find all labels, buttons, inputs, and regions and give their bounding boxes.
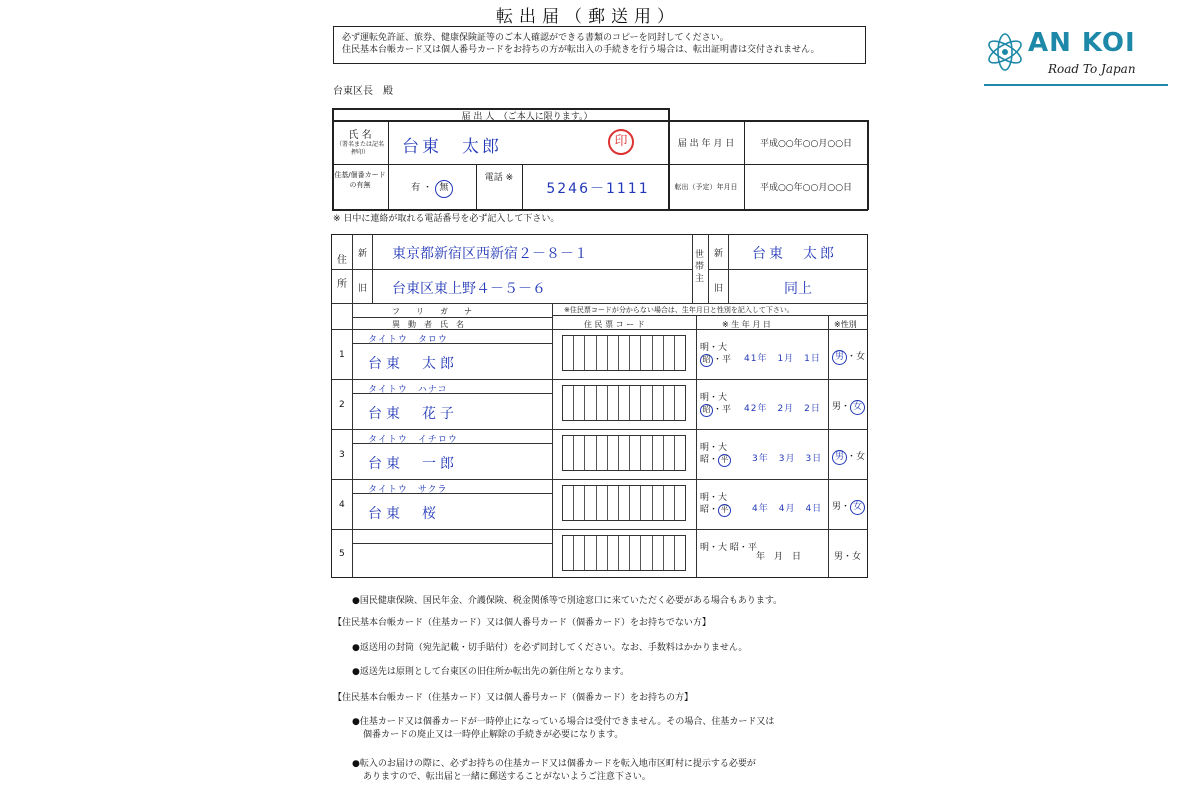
code-note: ※住民票コードが分からない場合は、生年月日と性別を記入して下さい。 — [564, 306, 794, 314]
head-old-label: 旧 — [714, 284, 724, 294]
era-options[interactable]: 明・大 昭・ 平 — [700, 443, 731, 467]
name-sublabel: （署名または記名押印） — [335, 141, 384, 156]
note-4b: 個番カードの廃止又は一時停止解除の手続きが必要になります。 — [363, 730, 624, 740]
filing-date-label: 届 出 年 月 日 — [677, 139, 735, 149]
heading-with-card: 【住民基本台帳カード（住基カード）又は個人番号カード（個番カード）をお持ちの方】 — [333, 693, 694, 703]
heading-no-card: 【住民基本台帳カード（住基カード）又は個人番号カード（個番カード）をお持ちでない方】 — [333, 618, 711, 628]
person-name[interactable]: 台東 桜 — [368, 506, 440, 522]
note-3: ●返送先は原則として台東区の旧住所か転出先の新住所となります。 — [352, 667, 630, 677]
logo-tagline: Road To Japan — [1048, 62, 1136, 76]
person-name[interactable]: 台東 太郎 — [368, 356, 458, 372]
resident-code-boxes[interactable] — [562, 335, 686, 371]
old-address-value[interactable]: 台東区東上野４－５－６ — [392, 281, 546, 297]
phone-label: 電話 ※ — [484, 173, 514, 183]
logo-name: AN KOI — [1028, 28, 1136, 58]
person-dob[interactable]: 年 月 日 — [756, 552, 802, 562]
furigana-header: フ リ ガ ナ — [392, 307, 472, 316]
card-yes: 有 — [411, 183, 421, 193]
code-header: 住 民 票 コ ー ド — [584, 320, 645, 329]
sex-selected: 女 — [850, 500, 865, 515]
row-number: 1 — [339, 350, 345, 360]
filing-date-value[interactable]: 平成○○年○○月○○日 — [759, 139, 853, 149]
head-old-value[interactable]: 同上 — [784, 281, 812, 297]
row-number: 2 — [339, 400, 345, 410]
new-address-value[interactable]: 東京都新宿区西新宿２－８－１ — [392, 246, 588, 262]
sex-options[interactable]: 男・女 — [834, 552, 862, 562]
person-name[interactable]: 台東 一郎 — [368, 456, 458, 472]
sex-selected: 女 — [850, 400, 865, 415]
move-date-label: 転出（予定）年月日 — [674, 183, 738, 191]
mover-table — [331, 234, 868, 578]
person-kana[interactable]: タイトウ ハナコ — [368, 385, 448, 395]
address-label: 住所 — [337, 255, 347, 290]
era-options[interactable]: 明・大 昭・平 — [700, 543, 757, 553]
dob-header: ※ 生 年 月 日 — [722, 320, 771, 329]
head-new-label: 新 — [714, 249, 724, 259]
note-4a: ●住基カード又は個番カードが一時停止になっている場合は受付できません。その場合、住基カード又は — [352, 717, 775, 727]
person-dob[interactable]: 42年 2月 2日 — [744, 404, 821, 414]
logo-underline — [984, 84, 1168, 86]
era-options[interactable]: 明・大 昭・ 平 — [700, 493, 731, 517]
card-label: 住基/個番カードの有無 — [334, 171, 386, 189]
note-1: ●国民健康保険、国民年金、介護保険、税金関係等で別途窓口に来ていただく必要がある場合もあります。 — [352, 596, 783, 606]
sex-selected: 男 — [832, 450, 847, 465]
applicant-table — [332, 108, 868, 210]
notice-line-2: 住民基本台帳カード又は個人番号カードをお持ちの方が転出入の手続きを行う場合は、転出証明書は交付されません。 — [342, 45, 820, 55]
sex-header: ※性別 — [834, 320, 857, 329]
new-address-label: 新 — [358, 249, 368, 259]
card-options[interactable]: 有 ・ 無 — [392, 180, 472, 198]
era-selected: 昭 — [700, 354, 713, 367]
sex-options[interactable]: 男 ・女 — [832, 349, 865, 365]
brand-logo[interactable] — [984, 28, 1168, 88]
era-selected: 平 — [718, 454, 731, 467]
person-name[interactable]: 台東 花子 — [368, 406, 458, 422]
note-2: ●返送用の封筒（宛先記載・切手貼付）を必ず同封してください。なお、手数料はかかりません。 — [352, 643, 748, 653]
sex-options[interactable]: 男・ 女 — [832, 399, 865, 415]
person-dob[interactable]: 41年 1月 1日 — [744, 354, 821, 364]
note-5b: ありますので、転出届と一緒に郵送することがないようご注意下さい。 — [363, 772, 651, 782]
sex-selected: 男 — [832, 350, 847, 365]
head-new-value[interactable]: 台東 太郎 — [752, 246, 837, 262]
notice-box — [333, 26, 866, 64]
era-selected: 平 — [718, 504, 731, 517]
notice-line-1: 必ず運転免許証、旅券、健康保険証等のご本人確認ができる書類のコピーを同封してください。 — [342, 33, 729, 43]
person-dob[interactable]: 3年 3月 3日 — [752, 454, 823, 464]
person-dob[interactable]: 4年 4月 4日 — [752, 504, 823, 514]
form-title: 転出届（郵送用） — [496, 7, 680, 27]
era-options[interactable]: 明・大 昭 ・平 — [700, 393, 732, 415]
name-header: 異 動 者 氏 名 — [392, 320, 464, 329]
person-kana[interactable]: タイトウ サクラ — [368, 485, 448, 495]
note-5a: ●転入のお届けの際に、必ずお持ちの住基カード又は個番カードを転入地市区町村に提示する必要が — [352, 759, 756, 769]
resident-code-boxes[interactable] — [562, 535, 686, 571]
name-label: 氏 名 — [348, 130, 372, 141]
applicant-header: 届 出 人 （ご本人に限ります。） — [461, 112, 593, 122]
person-kana[interactable]: タイトウ タロウ — [368, 335, 448, 345]
household-head-label: 世帯主 — [695, 250, 705, 284]
addressee: 台東区長 殿 — [333, 86, 393, 97]
row-number: 3 — [339, 450, 345, 460]
row-number: 4 — [339, 500, 345, 510]
atom-icon — [984, 28, 1026, 78]
card-no-circled: 無 — [435, 180, 453, 198]
era-options[interactable]: 明・大 昭 ・平 — [700, 343, 732, 365]
seal-stamp: 印 — [608, 129, 634, 155]
old-address-label: 旧 — [358, 284, 368, 294]
sex-options[interactable]: 男 ・女 — [832, 449, 865, 465]
resident-code-boxes[interactable] — [562, 485, 686, 521]
person-kana[interactable]: タイトウ イチロウ — [368, 435, 458, 445]
resident-code-boxes[interactable] — [562, 435, 686, 471]
row-number: 5 — [339, 549, 345, 559]
move-date-value[interactable]: 平成○○年○○月○○日 — [759, 183, 853, 193]
resident-code-boxes[interactable] — [562, 385, 686, 421]
phone-note: ※ 日中に連絡が取れる電話番号を必ず記入して下さい。 — [333, 214, 560, 224]
applicant-name[interactable]: 台東 太郎 — [402, 137, 502, 157]
sex-options[interactable]: 男・ 女 — [832, 499, 865, 515]
phone-value[interactable]: 5246－1111 — [546, 181, 650, 197]
era-selected: 昭 — [700, 404, 713, 417]
